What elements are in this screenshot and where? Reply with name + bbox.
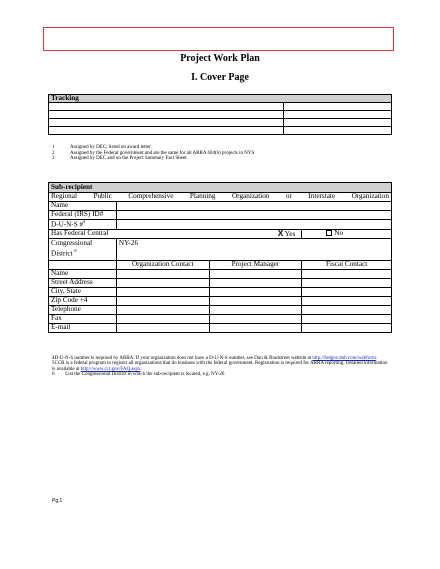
footnote-5: 5CCR is a federal program to register all organizations that do business with the federal government. Registration is required for ARRA reporting. Detailed information is available at http://www.ccr.gov/FAQ.aspx. [52,361,388,372]
contact-cell[interactable] [302,269,392,278]
tracking-cell[interactable] [284,119,392,127]
contact-row-label: Name [49,269,117,278]
checkbox-icon [326,230,332,236]
tracking-cell[interactable] [49,127,284,135]
contact-cell[interactable] [302,305,392,314]
org-type: Regional Public Comprehensive Planning Organization or Interstate Organization [49,193,392,202]
fiscal-contact-header: Fiscal Contact [302,260,392,269]
footnote-4: 4D-U-N-S number is required by ARRA. If your organization does not have a D-U-N-S number, see Dun & Bradstreet website at http://fedgov.dnb.com/webform. [52,356,378,361]
top-box [43,27,394,51]
contact-cell[interactable] [302,296,392,305]
contact-cell[interactable] [302,287,392,296]
duns-value[interactable] [116,220,391,230]
duns-label: D-U-N-S #$^4$ [49,220,117,230]
contact-cell[interactable] [116,305,209,314]
contact-row-label: Zip Code +4 [49,296,117,305]
federal-id-label: Federal (IRS) ID# [49,211,117,220]
tracking-notes [52,145,254,162]
section-title: I. Cover Page [191,72,249,83]
ccr-link[interactable]: http://www.ccr.gov/FAQ.aspx [80,366,141,372]
tracking-cell[interactable] [284,127,392,135]
note-item: 2 Assigned by the Federal government and are the same for all ARRA 604(b) projects in NYS [52,150,255,156]
tracking-cell[interactable] [49,103,284,111]
tracking-cell[interactable] [49,119,284,127]
contact-cell[interactable] [209,323,302,332]
contact-corner [49,260,117,269]
contact-cell[interactable] [209,278,302,287]
page-number: Pg.1 [52,498,63,504]
contact-cell[interactable] [116,287,209,296]
tracking-cell[interactable] [284,111,392,119]
checked-x-icon: X [277,228,284,238]
note-item: 3 Assigned by DEC and on the Project Summary Fact Sheet. [52,156,188,161]
contact-cell[interactable] [116,323,209,332]
note-item: 1 Assigned by DEC; listed on award letter [52,145,151,150]
project-manager-header: Project Manager [209,260,302,269]
footnote-6: 6 List the Congressional District in which the sub-recipient is located, e.g. NY-26 [52,372,225,378]
contact-row-label: Street Address [49,278,117,287]
contact-cell[interactable] [302,278,392,287]
federal-id-value[interactable] [116,211,391,220]
no-option[interactable]: No [302,229,392,238]
contact-cell[interactable] [302,314,392,323]
contact-cell[interactable] [116,269,209,278]
contact-row-label: City, State [49,287,117,296]
contact-cell[interactable] [209,287,302,296]
tracking-cell[interactable] [49,111,284,119]
tracking-header: Tracking [49,95,392,103]
footnotes [52,356,392,378]
dnb-link[interactable]: http://fedgov.dnb.com/webform [312,356,376,361]
name-label: Name [49,202,117,211]
contact-cell[interactable] [116,296,209,305]
subrecipient-header: Sub-recipient [49,183,392,193]
contact-cell[interactable] [302,323,392,332]
org-contact-header: Organization Contact [116,260,209,269]
contact-cell[interactable] [116,314,209,323]
congressional-label: Congressional District $^6$ [49,238,117,260]
subrecipient-table [48,182,392,333]
tracking-table [48,94,392,135]
district-value[interactable]: NY-26 [116,238,391,260]
contact-row-label: E-mail [49,323,117,332]
page-title: Project Work Plan [180,53,260,64]
federal-central-label: Has Federal Central X Yes [49,229,302,238]
contact-cell[interactable] [209,305,302,314]
contact-cell[interactable] [209,314,302,323]
contact-cell[interactable] [209,269,302,278]
contact-row-label: Fax [49,314,117,323]
contact-cell[interactable] [209,296,302,305]
name-value[interactable] [116,202,391,211]
yes-option[interactable]: X Yes [277,228,296,238]
contact-cell[interactable] [116,278,209,287]
tracking-cell[interactable] [284,103,392,111]
contact-row-label: Telephone [49,305,117,314]
